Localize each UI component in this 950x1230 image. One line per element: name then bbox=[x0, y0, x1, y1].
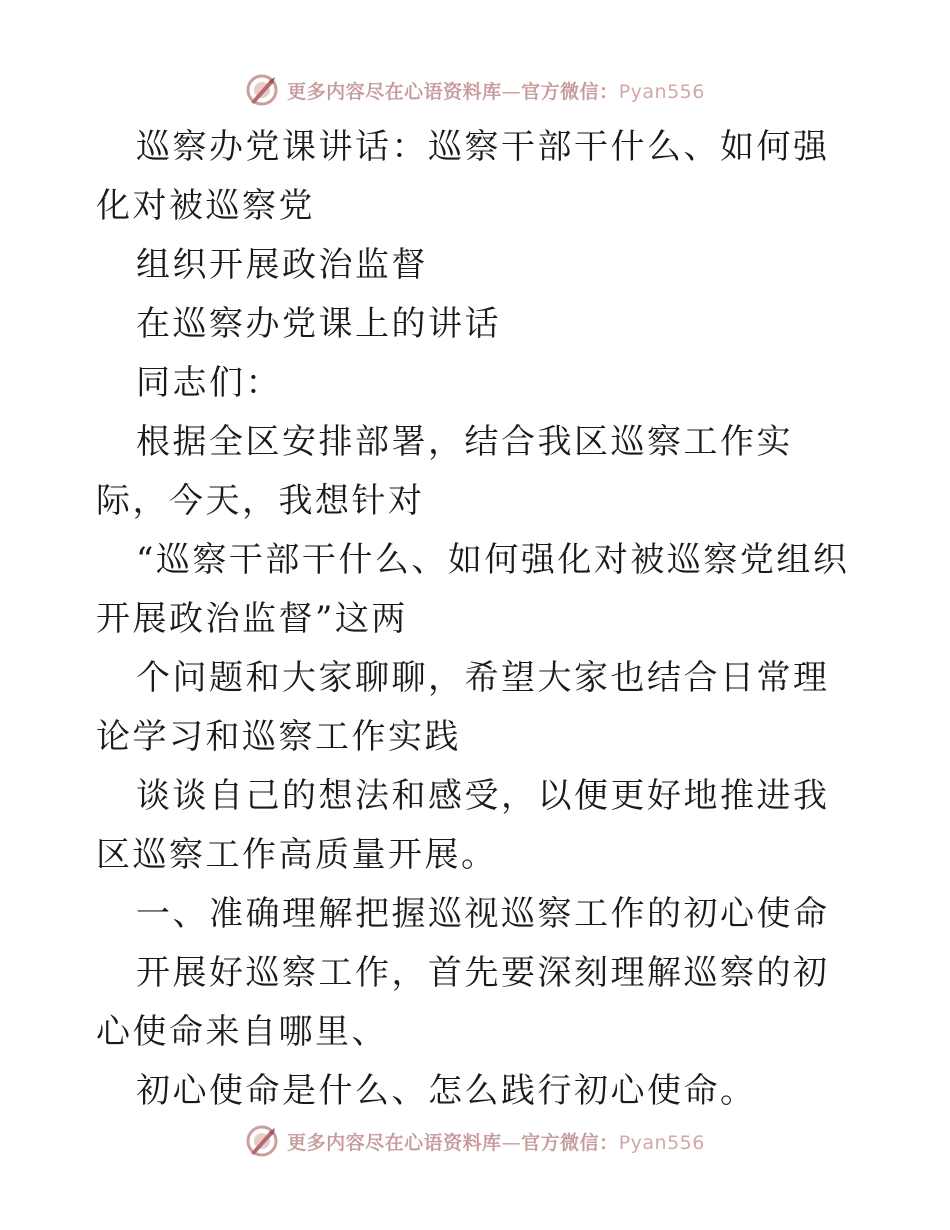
document-body bbox=[96, 118, 856, 1121]
watermark-separator: — bbox=[501, 80, 522, 103]
body-paragraph: 个问题和大家聊聊，希望大家也结合日常理论学习和巡察工作实践 bbox=[96, 658, 830, 757]
watermark-main-text: 更多内容尽在心语资料库 bbox=[287, 1131, 502, 1154]
watermark-main-text: 更多内容尽在心语资料库 bbox=[287, 80, 502, 103]
watermark-suffix-text: 官方微信： bbox=[521, 1131, 619, 1154]
body-paragraph: 根据全区安排部署，结合我区巡察工作实际，今天，我想针对 bbox=[96, 422, 793, 521]
watermark-text bbox=[287, 77, 705, 104]
document-title-line-2: 组织开展政治监督 bbox=[136, 245, 428, 285]
body-paragraph: 开展好巡察工作，首先要深刻理解巡察的初心使命来自哪里、 bbox=[96, 953, 830, 1052]
watermark-id-text: Pyan556 bbox=[618, 80, 705, 103]
footer-watermark bbox=[0, 1121, 950, 1161]
document-subtitle: 在巡察办党课上的讲话 bbox=[136, 304, 501, 344]
watermark-separator: — bbox=[501, 1131, 522, 1154]
section-heading: 一、准确理解把握巡视巡察工作的初心使命 bbox=[136, 894, 830, 934]
header-watermark bbox=[0, 70, 950, 110]
body-paragraph: “巡察干部干什么、如何强化对被巡察党组织开展政治监督”这两 bbox=[96, 540, 850, 639]
body-paragraph: 谈谈自己的想法和感受，以便更好地推进我区巡察工作高质量开展。 bbox=[96, 776, 830, 875]
salutation: 同志们： bbox=[136, 363, 282, 403]
watermark-suffix-text: 官方微信： bbox=[521, 80, 619, 103]
quill-emblem-icon bbox=[245, 1124, 279, 1158]
body-paragraph: 初心使命是什么、怎么践行初心使命。 bbox=[136, 1071, 757, 1111]
document-title-line-1: 巡察办党课讲话：巡察干部干什么、如何强化对被巡察党 bbox=[96, 127, 830, 226]
watermark-text bbox=[287, 1128, 705, 1155]
quill-emblem-icon bbox=[245, 73, 279, 107]
watermark-id-text: Pyan556 bbox=[618, 1131, 705, 1154]
